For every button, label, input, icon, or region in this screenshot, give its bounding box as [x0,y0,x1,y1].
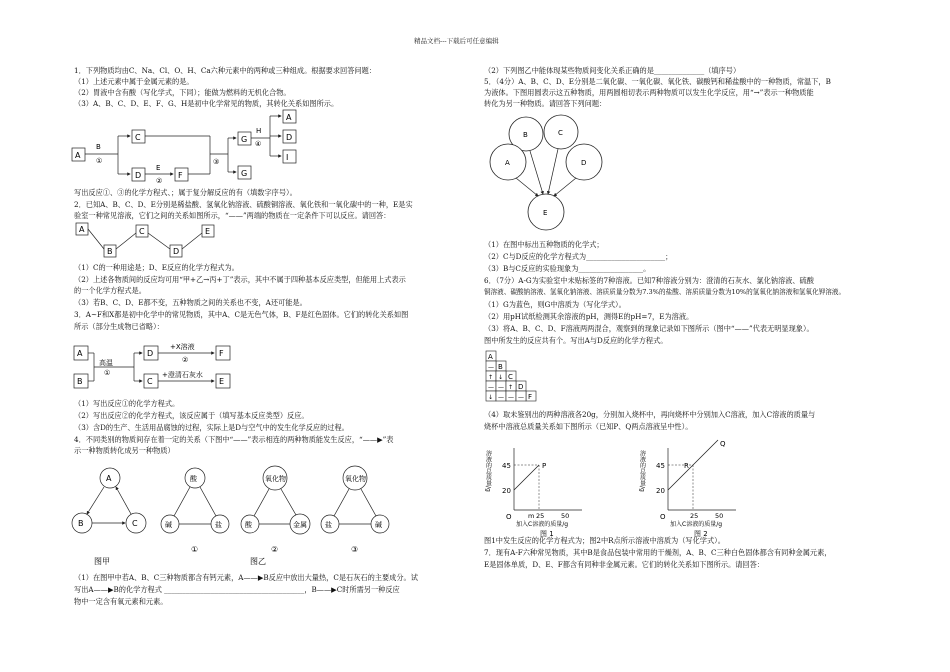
q2-part1: （1）C的一种用途是；D、E反应的化学方程式为。 [74,263,239,272]
t3-number: ③ [351,545,359,554]
q1-part1: （1）上述元素中属于金属元素的是。 [74,77,194,86]
label-a: A [79,225,85,234]
y-axis-label: 溶液的总质量/g [638,450,646,492]
y-axis-label: 溶液的总质量/g [484,450,492,492]
chart-figure-2 [638,440,738,538]
x-tick-label: 50 [715,512,724,520]
chart-title: 图 2 [694,530,708,538]
q6-question: 图1中发生反应的化学方程式为；图2中R点所示溶液中溶质为（写化学式）。 [484,536,725,545]
q4-stem: 4．不同类别的物质间存在着一定的关系（下图中“——”表示相连的两种物质能发生反应，“——▶”表 [74,435,394,444]
jia-label-c: C [132,519,138,528]
diagram-q3-flow [72,340,242,395]
q4-stem-cont: 示一种物质转化成另一种物质） [74,446,175,455]
label-f: F [178,171,183,180]
label-a: A [75,151,81,160]
label-b: B [96,143,101,151]
q1-part3: （3）A、B、C、D、E、F、G、H是初中化学常见的物质，其转化关系如图所示。 [74,99,339,108]
t1-label-right: 盐 [215,521,222,529]
label-c: C [139,227,145,236]
q3-stem: 3．A~F和X都是初中化学中的常见物质，其中A、C是无色气体，B、F是红色固体。它们的转化关系如图 [74,310,409,319]
origin-label: O [506,513,512,521]
label-plus-x: +X溶液 [170,343,195,351]
t3-label-left: 盐 [325,521,332,529]
node-i [283,150,296,163]
series-line [514,465,539,490]
q7-stem: 7．现有A-F六种常见物质，其中B是食品包装中常用的干燥剂，A、B、C三种白色固体都含有同种金属元素， [484,548,832,557]
stair-label-f: F [528,393,533,401]
chart-title: 图 1 [540,530,554,538]
diagram-q6-table [484,349,544,409]
t3-label-top: 氧化物 [345,475,366,483]
y-tick-label: 20 [502,487,511,495]
stair-mark: ↑ [488,374,494,381]
jia-label-b: B [78,519,84,528]
x-tick-label: 25 [536,512,545,520]
q7-stem-cont: E是固体单质，D、E、F都含有同种非金属元素。它们的转化关系如下图所示。请回答： [484,560,764,569]
q5-stem-cont: 为液体。下图用圆表示这五种物质，用两圆相切表示两种物质可以发生化学反应，用“→”表示一种物质能 [484,88,814,97]
label-n2: ② [156,177,163,185]
label-e: E [219,377,225,386]
y-tick-label: 45 [656,462,665,470]
x-tick-label: 50 [561,512,570,520]
label-b: B [77,377,83,386]
y-tick-label: 45 [502,462,511,470]
q5-part2: （2）C与D反应的化学方程式为______________________； [484,252,673,261]
stair-mark: — [498,384,504,391]
label-e: E [543,209,548,217]
x-axis-label: 加入C溶液的质量/g [670,521,723,528]
x-axis-label: 加入C溶液的质量/g [516,521,569,528]
diagram-q1-flow [70,108,310,188]
q2-part3: （3）若B、C、D、E都不变，五种物质之间的关系也不变，A还可能是。 [74,298,307,307]
q4-part1: （1）在图甲中若A、B、C三种物质都含有钙元素，A——▶B反应中放出大量热，C是石灰石的主要成分。试 [74,573,418,582]
label-n4: ④ [255,140,262,148]
y-tick-label: 20 [656,487,665,495]
label-e: E [205,227,211,236]
label-gaowen: 高温 [99,359,113,367]
label-h: H [256,127,262,135]
origin-label: O [660,513,666,521]
q2-stem-cont: 验室一种常见溶液，它们之间的关系如图所示，“——”两端的物质在一定条件下可以反应。请回答： [74,211,391,220]
stair-mark: — [498,394,504,401]
q5-part1: （1）在图中标出五种物质的化学式； [484,240,604,249]
q1-stem: 1．下列物质均由C、Na、Cl、O、H、Ca六种元素中的两种或三种组成。根据要求回答问题： [74,66,376,75]
label-n2: ② [182,356,189,364]
label-d: D [135,171,142,180]
t1-label-top: 酸 [190,475,197,483]
stair-mark: ↓ [488,394,494,401]
label-n3: ③ [213,158,220,166]
stair-mark: ↑ [508,384,514,391]
q6-stem: 6．（7分）A-G为实验室中未贴标签的7种溶液。已知7种溶液分别为：澄清的石灰水、氯化钠溶液、硫酸 [484,276,814,285]
stair-label-d: D [518,383,524,391]
label-a: A [505,159,510,167]
page-header: 精品文档---下载后可任意编辑 [414,37,499,45]
stair-mark: — [488,384,494,391]
label-b: B [523,131,528,139]
t1-number: ① [191,545,199,554]
q3-part3: （3）含D的生产、生活用品腐蚀的过程，实际上是D与空气中的发生化学反应的过程。 [74,423,349,432]
q6-part1: （1）G为蓝色，则G中溶质为（写化学式）。 [484,300,626,309]
label-c: C [147,377,153,386]
stair-mark: — [508,394,514,401]
label-g2: G [241,169,248,178]
stair-label-c: C [508,373,513,381]
q4-part2: （2）下列图乙中能体现某些物质间变化关系正确的是______________（填序号） [484,66,741,75]
point-label: P [542,462,547,470]
stair-mark: ↓ [498,374,504,381]
t2-label-right: 金属 [293,521,307,529]
label-n1: ① [96,157,103,165]
q5-stem: 5．（4分）A、B、C、D、E分别是二氧化碳、一氧化碳、氧化铁、碳酸钙和稀盐酸中的一种物质，常温下，B [484,77,831,86]
label-d: D [173,247,180,256]
q6-part3: （3）将A、B、C、D、F溶液两两混合，观察到的现象记录如下图所示（图中“——”代表无明显现象）。 [484,324,814,333]
label-f: F [219,349,224,358]
x-tick-label: m [528,512,535,520]
label-c: C [135,133,141,142]
label-c: C [558,129,563,137]
q2-part2-cont: 的一个化学方程式是。 [74,286,146,295]
diagram-q2-relations [74,221,234,263]
label-a2: A [286,113,292,122]
q6-part4: （4）取未鉴别出的两种溶液各20g，分别加入烧杯中，再向烧杯中分别加入C溶液，加入C溶液的质量与 [484,410,816,419]
label-b: B [107,247,113,256]
q1-part2: （2）胃液中含有酸（写化学式，下同）；能做为燃料的无机化合物。 [74,88,291,97]
q3-stem-cont: 所示（部分生成物已省略）： [74,322,164,331]
label-g: G [241,135,248,144]
x-tick-label: 25 [690,512,699,520]
label-n1: ① [104,369,111,377]
label-d: D [147,349,154,358]
q3-part2: （2）写出反应②的化学方程式，该反应属于（填写基本反应类型）反应。 [74,411,309,420]
q5-part3: （3）B与C反应的实验现象为__________________。 [484,264,651,273]
t2-label-left: 酸 [245,521,252,529]
label-plus-lime: +澄清石灰水 [162,371,203,379]
stair-mark: — [518,394,524,401]
q3-part1: （1）写出反应①的化学方程式。 [74,399,180,408]
q5-stem-end: 转化为另一种物质。请回答下列问题： [484,99,607,108]
q6-part3-cont: 图中所发生的反应共有个。写出A与D反应的化学方程式。 [484,336,668,345]
t1-label-left: 碱 [165,521,172,529]
point-label: Q [720,440,726,448]
stair-mark: — [488,364,494,371]
q6-part2: （2）用pH试纸检测其余溶液的pH，测得E的pH=7，E为溶液。 [484,312,694,321]
caption-jia: 图甲 [94,557,110,566]
t2-label-top: 氧化物 [265,475,286,483]
stair-label-a: A [488,353,493,361]
label-e: E [156,164,161,172]
label-i: I [286,153,289,162]
chart-figure-1 [484,440,584,538]
t3-label-right: 碱 [375,521,382,529]
label-d: D [581,159,587,167]
label-a: A [77,349,83,358]
caption-yi: 图乙 [250,557,266,566]
t2-number: ② [271,545,279,554]
q4-part1-cont: 写出A——▶B的化学方程式 _______________________________________，B——▶C时所需另一种反应 [74,585,400,594]
point-label: R [684,462,689,470]
q2-part2: （2）上述各物质间的反应均可用“甲+乙→丙+丁”表示，其中不属于四种基本反应类型，但能用上式表示 [74,275,406,284]
q6-stem-cont: 铜溶液、碳酸钠溶液、氢氧化钠溶液、溶质质量分数为7.3%的盐酸、溶质质量分数为10%的氢氧化钠溶液和氢氧化钾溶液。 [484,288,846,296]
stair-label-b: B [498,363,503,371]
jia-label-a: A [106,474,112,483]
diagram-q5-circles [486,110,616,238]
q4-part1-end: 物中一定含有氧元素和元素。 [74,597,168,606]
q6-part4-cont: 烧杯中溶液总质量关系如下图所示（已知P、Q两点溶液呈中性）。 [484,422,693,431]
q1-question: 写出反应①、③的化学方程式、；属于复分解反应的有（填数字序号）。 [74,188,297,197]
label-d2: D [286,133,293,142]
q2-stem: 2．已知A、B、C、D、E分别是稀盐酸、氢氧化钠溶液、硫酸铜溶液、氧化铁和一氧化碳中的一种，E是实 [74,200,413,209]
diagram-q4-triangles [70,456,400,571]
